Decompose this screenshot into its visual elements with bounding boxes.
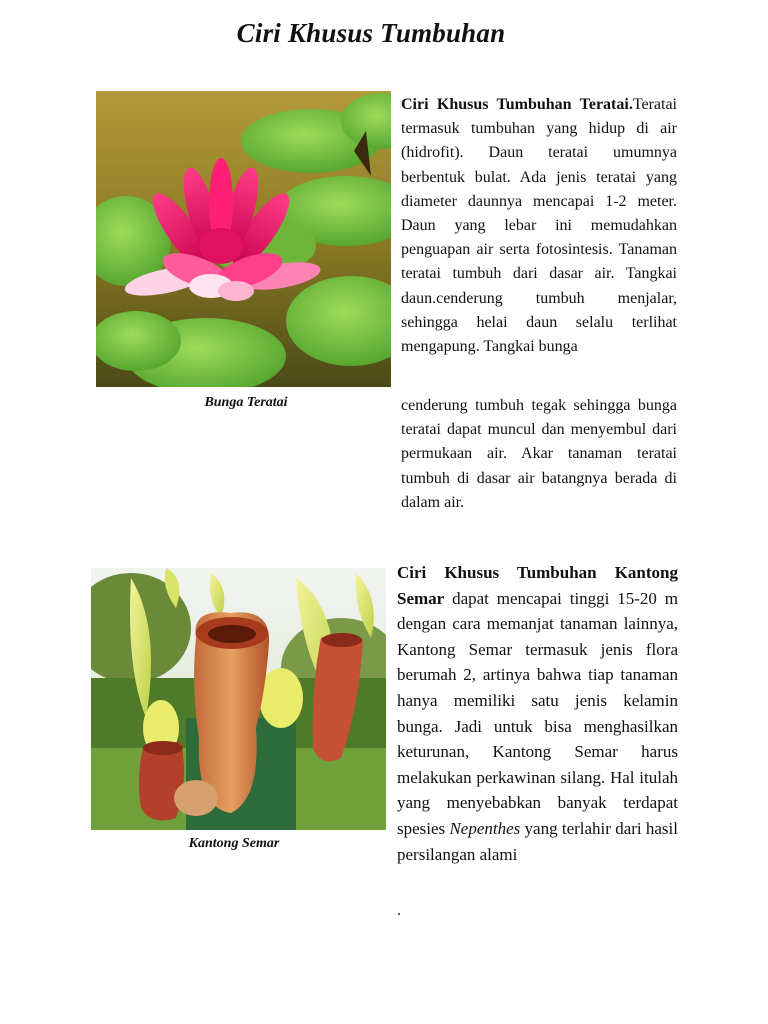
kantong-text-a: dapat mencapai tinggi 15-20 m dengan cara memanjat tanaman lainnya, Kantong Semar termasuk jenis flora berumah 2, artinya bahwa tiap tanaman hanya memiliki satu jenis kelamin bunga. Jadi untuk bisa menghasilkan keturunan, Kantong Semar harus melakukan perkawinan silang. Hal itulah yang menyebabkan banyak terdapat spesies [397, 588, 678, 838]
page-title: Ciri Khusus Tumbuhan [236, 18, 506, 48]
pitcher-caption: Kantong Semar [188, 836, 280, 851]
kantong-species: Nepenthes [449, 818, 521, 838]
kantong-heading: Ciri Khusus Tumbuhan Kantong Semar [397, 563, 678, 608]
pitcher-plant-photo [91, 568, 386, 830]
lotus-caption: Bunga Teratai [204, 395, 288, 410]
kantong-text-b: yang terlahir dari hasil persilangan alami [397, 818, 678, 864]
lotus-photo [96, 91, 391, 387]
trailing-period: . [397, 902, 401, 919]
kantong-paragraph [397, 560, 678, 867]
teratai-text-1: Teratai termasuk tumbuhan yang hidup di air (hidrofit). Daun teratai umumnya berbentuk bulat. Ada jenis teratai yang diameter daunnya mencapai 1-2 meter. Daun yang lebar ini memudahkan penguapan air serta fotosintesis. Tanaman teratai tumbuh dari dasar air. Tangkai daun.cenderung tumbuh menjalar, sehingga helai daun selalu terlihat mengapung. Tangkai bunga [401, 96, 677, 356]
teratai-heading: Ciri Khusus Tumbuhan Teratai. [401, 96, 633, 113]
teratai-paragraph-1 [401, 93, 677, 359]
teratai-paragraph-2: cenderung tumbuh tegak sehingga bunga teratai dapat muncul dan menyembul dari permukaan air. Akar tanaman teratai tumbuh di dasar air batangnya berada di dalam air. [401, 397, 677, 511]
